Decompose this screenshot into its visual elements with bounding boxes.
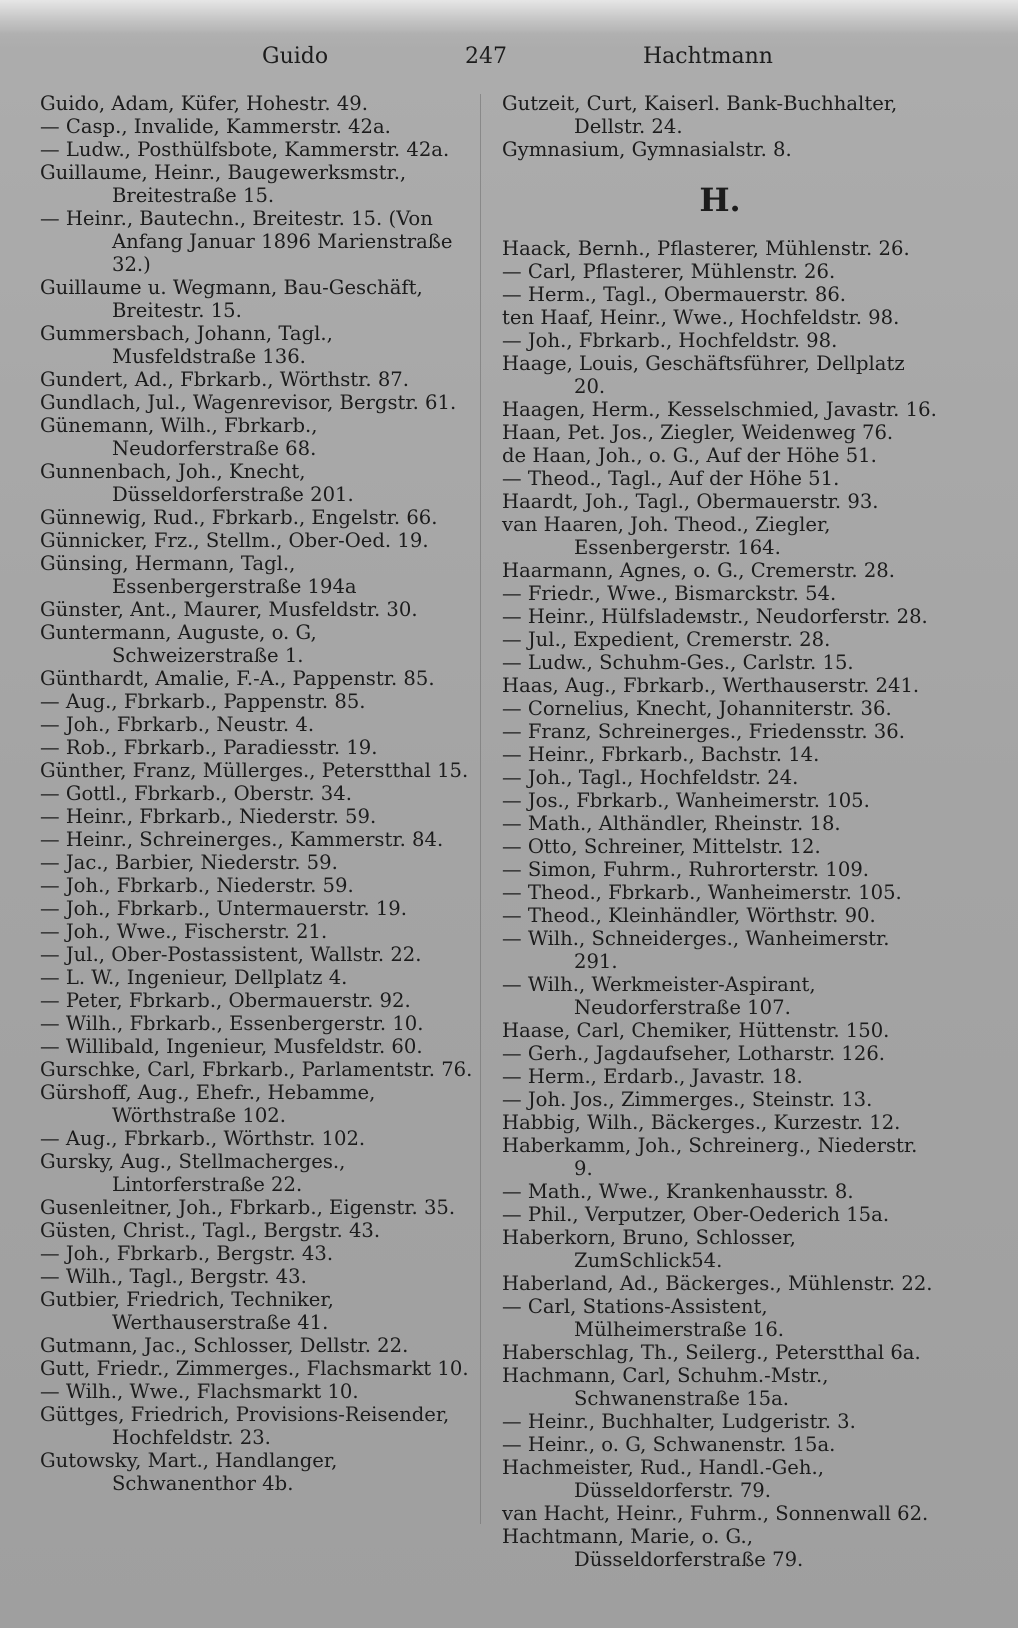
- directory-entry: — Phil., Verputzer, Ober-Oederich 15a.: [502, 1203, 890, 1226]
- directory-entry: Haberkamm, Joh., Schreinerg., Niederstr. 9.: [502, 1134, 918, 1180]
- directory-entry: Haack, Bernh., Pflasterer, Mühlenstr. 26.: [502, 237, 910, 260]
- directory-entry: Gusenleitner, Joh., Fbrkarb., Eigenstr. 35.: [40, 1196, 456, 1219]
- directory-entry: — Franz, Schreinerges., Friedensstr. 36.: [502, 720, 905, 743]
- directory-entry: Gymnasium, Gymnasialstr. 8.: [502, 138, 792, 161]
- directory-entry: — Jos., Fbrkarb., Wanheimerstr. 105.: [502, 789, 870, 812]
- directory-entry: — Gerh., Jagdaufseher, Lotharstr. 126.: [502, 1042, 886, 1065]
- directory-entry: — Casp., Invalide, Kammerstr. 42a.: [40, 115, 391, 138]
- directory-entry: — Friedr., Wwe., Bismarckstr. 54.: [502, 582, 837, 605]
- header-left-keyword: Guido: [262, 44, 329, 69]
- directory-entry: Guillaume u. Wegmann, Bau-Geschäft, Breitestr. 15.: [40, 276, 423, 322]
- directory-entry: — Joh., Fbrkarb., Niederstr. 59.: [40, 874, 354, 897]
- directory-entry: — Math., Wwe., Krankenhausstr. 8.: [502, 1180, 854, 1203]
- directory-entry: — Wilh., Fbrkarb., Essenbergerstr. 10.: [40, 1012, 424, 1035]
- directory-entry: Guido, Adam, Küfer, Hohestr. 49.: [40, 92, 368, 115]
- directory-entry: Günster, Ant., Maurer, Musfeldstr. 30.: [40, 598, 418, 621]
- directory-entry: — Ludw., Schuhm-Ges., Carlstr. 15.: [502, 651, 854, 674]
- directory-entry: — Peter, Fbrkarb., Obermauerstr. 92.: [40, 989, 411, 1012]
- directory-entry: Haberschlag, Th., Seilerg., Peterstthal 6a.: [502, 1341, 921, 1364]
- directory-entry: Günthardt, Amalie, F.-A., Pappenstr. 85.: [40, 667, 435, 690]
- page-number: 247: [465, 44, 507, 69]
- directory-entry: — Herm., Erdarb., Javastr. 18.: [502, 1065, 803, 1088]
- directory-entry: — Jul., Ober-Postassistent, Wallstr. 22.: [40, 943, 422, 966]
- directory-entry: Günther, Franz, Müllerges., Peterstthal 15.: [40, 759, 469, 782]
- directory-entry: Gunnenbach, Joh., Knecht, Düsseldorferstraße 201.: [40, 460, 354, 506]
- scan-edge-shade: [0, 0, 1018, 34]
- directory-entry: Haardt, Joh., Tagl., Obermauerstr. 93.: [502, 490, 879, 513]
- directory-entry: — Heinr., Bautechn., Breitestr. 15. (Von Anfang Januar 1896 Marienstraße 32.): [40, 207, 453, 276]
- directory-entry: — Simon, Fuhrm., Ruhrorterstr. 109.: [502, 858, 870, 881]
- directory-entry: Gundert, Ad., Fbrkarb., Wörthstr. 87.: [40, 368, 409, 391]
- directory-entry: — Wilh., Schneiderges., Wanheimerstr. 291.: [502, 927, 890, 973]
- directory-entry: — Jul., Expedient, Cremerstr. 28.: [502, 628, 831, 651]
- directory-entry: — Wilh., Wwe., Flachsmarkt 10.: [40, 1380, 359, 1403]
- directory-entry: Guntermann, Auguste, o. G, Schweizerstraße 1.: [40, 621, 317, 667]
- directory-entry: — Wilh., Werkmeister-Aspirant, Neudorferstraße 107.: [502, 973, 816, 1019]
- directory-entry: Güsten, Christ., Tagl., Bergstr. 43.: [40, 1219, 381, 1242]
- directory-entry: Gutmann, Jac., Schlosser, Dellstr. 22.: [40, 1334, 409, 1357]
- directory-entry: Gutzeit, Curt, Kaiserl. Bank-Buchhalter, Dellstr. 24.: [502, 92, 898, 138]
- directory-entry: Haarmann, Agnes, o. G., Cremerstr. 28.: [502, 559, 895, 582]
- directory-entry: Gursky, Aug., Stellmacherges., Lintorferstraße 22.: [40, 1150, 346, 1196]
- right-column: [502, 92, 938, 1571]
- directory-entry: — Heinr., Hülfsladемstr., Neudorferstr. 28.: [502, 605, 928, 628]
- directory-entry: — Ludw., Posthülfsbote, Kammerstr. 42a.: [40, 138, 450, 161]
- directory-entry: ten Haaf, Heinr., Wwe., Hochfeldstr. 98.: [502, 306, 900, 329]
- directory-entry: Hachtmann, Marie, o. G., Düsseldorferstraße 79.: [502, 1525, 804, 1571]
- directory-entry: — Joh., Fbrkarb., Untermauerstr. 19.: [40, 897, 407, 920]
- directory-entry: — Joh., Tagl., Hochfeldstr. 24.: [502, 766, 799, 789]
- directory-entry: — Heinr., Schreinerges., Kammerstr. 84.: [40, 828, 444, 851]
- directory-entry: — Joh., Fbrkarb., Neustr. 4.: [40, 713, 315, 736]
- directory-entry: — Carl, Pflasterer, Mühlenstr. 26.: [502, 260, 836, 283]
- header-right-keyword: Hachtmann: [643, 44, 773, 69]
- directory-entry: — Heinr., o. G, Schwanenstr. 15a.: [502, 1433, 836, 1456]
- directory-entry: — Aug., Fbrkarb., Pappenstr. 85.: [40, 690, 366, 713]
- directory-entry: Gutbier, Friedrich, Techniker, Werthauserstraße 41.: [40, 1288, 334, 1334]
- directory-entry: — Gottl., Fbrkarb., Oberstr. 34.: [40, 782, 352, 805]
- page-header: [0, 44, 1018, 74]
- directory-entry: Haage, Louis, Geschäftsführer, Dellplatz 20.: [502, 352, 905, 398]
- directory-entry: Haberland, Ad., Bäckerges., Mühlenstr. 22.: [502, 1272, 933, 1295]
- directory-entry: — Math., Althändler, Rheinstr. 18.: [502, 812, 841, 835]
- directory-entry: Haas, Aug., Fbrkarb., Werthauserstr. 241.: [502, 674, 920, 697]
- directory-entry: Habbig, Wilh., Bäckerges., Kurzestr. 12.: [502, 1111, 901, 1134]
- directory-entry: — Theod., Tagl., Auf der Höhe 51.: [502, 467, 840, 490]
- directory-entry: Gummersbach, Johann, Tagl., Musfeldstraße 136.: [40, 322, 333, 368]
- directory-entry: — Theod., Fbrkarb., Wanheimerstr. 105.: [502, 881, 902, 904]
- directory-entry: — Heinr., Fbrkarb., Niederstr. 59.: [40, 805, 377, 828]
- directory-entry: — Jac., Barbier, Niederstr. 59.: [40, 851, 338, 874]
- directory-entry: Haase, Carl, Chemiker, Hüttenstr. 150.: [502, 1019, 890, 1042]
- directory-entry: — Willibald, Ingenieur, Musfeldstr. 60.: [40, 1035, 423, 1058]
- directory-entry: Gundlach, Jul., Wagenrevisor, Bergstr. 61.: [40, 391, 457, 414]
- directory-entry: Günsing, Hermann, Tagl., Essenbergerstraße 194a: [40, 552, 357, 598]
- right-column-top-entries: [502, 92, 938, 161]
- directory-entry: — Herm., Tagl., Obermauerstr. 86.: [502, 283, 847, 306]
- directory-entry: Günnicker, Frz., Stellm., Ober-Oed. 19.: [40, 529, 429, 552]
- directory-entry: Haberkorn, Bruno, Schlosser, ZumSchlick54.: [502, 1226, 796, 1272]
- directory-entry: van Haaren, Joh. Theod., Ziegler, Essenbergerstr. 164.: [502, 513, 831, 559]
- directory-entry: — Cornelius, Knecht, Johanniterstr. 36.: [502, 697, 892, 720]
- directory-entry: — Carl, Stations-Assistent, Mülheimerstraße 16.: [502, 1295, 785, 1341]
- directory-entry: — Heinr., Buchhalter, Ludgeristr. 3.: [502, 1410, 856, 1433]
- right-column-entries: [502, 237, 938, 1571]
- directory-entry: — Joh., Wwe., Fischerstr. 21.: [40, 920, 328, 943]
- directory-entry: Gutt, Friedr., Zimmerges., Flachsmarkt 10.: [40, 1357, 469, 1380]
- directory-entry: Güttges, Friedrich, Provisions-Reisender, Hochfeldstr. 23.: [40, 1403, 450, 1449]
- directory-entry: Günnewig, Rud., Fbrkarb., Engelstr. 66.: [40, 506, 438, 529]
- column-divider: [480, 94, 481, 1524]
- directory-entry: de Haan, Joh., o. G., Auf der Höhe 51.: [502, 444, 877, 467]
- directory-entry: — Joh., Fbrkarb., Hochfeldstr. 98.: [502, 329, 838, 352]
- directory-entry: Gürshoff, Aug., Ehefr., Hebamme, Wörthstraße 102.: [40, 1081, 376, 1127]
- directory-entry: — L. W., Ingenieur, Dellplatz 4.: [40, 966, 348, 989]
- directory-entry: Günemann, Wilh., Fbrkarb., Neudorferstraße 68.: [40, 414, 318, 460]
- directory-entry: — Joh. Jos., Zimmerges., Steinstr. 13.: [502, 1088, 873, 1111]
- directory-entry: — Heinr., Fbrkarb., Bachstr. 14.: [502, 743, 820, 766]
- left-column: [40, 92, 476, 1495]
- directory-entry: Gutowsky, Mart., Handlanger, Schwanenthor 4b.: [40, 1449, 338, 1495]
- section-letter: H.: [699, 181, 741, 219]
- directory-entry: Haan, Pet. Jos., Ziegler, Weidenweg 76.: [502, 421, 894, 444]
- directory-entry: Hachmann, Carl, Schuhm.-Mstr., Schwanenstraße 15a.: [502, 1364, 829, 1410]
- directory-entry: — Otto, Schreiner, Mittelstr. 12.: [502, 835, 821, 858]
- directory-entry: Gurschke, Carl, Fbrkarb., Parlamentstr. 76.: [40, 1058, 473, 1081]
- directory-entry: — Rob., Fbrkarb., Paradiesstr. 19.: [40, 736, 378, 759]
- directory-entry: Guillaume, Heinr., Baugewerksmstr., Breitestraße 15.: [40, 161, 407, 207]
- directory-entry: van Hacht, Heinr., Fuhrm., Sonnenwall 62.: [502, 1502, 929, 1525]
- directory-entry: — Theod., Kleinhändler, Wörthstr. 90.: [502, 904, 876, 927]
- directory-entry: — Wilh., Tagl., Bergstr. 43.: [40, 1265, 307, 1288]
- directory-entry: — Aug., Fbrkarb., Wörthstr. 102.: [40, 1127, 366, 1150]
- directory-entry: — Joh., Fbrkarb., Bergstr. 43.: [40, 1242, 334, 1265]
- directory-entry: Hachmeister, Rud., Handl.-Geh., Düsseldorferstr. 79.: [502, 1456, 824, 1502]
- directory-entry: Haagen, Herm., Kesselschmied, Javastr. 16.: [502, 398, 937, 421]
